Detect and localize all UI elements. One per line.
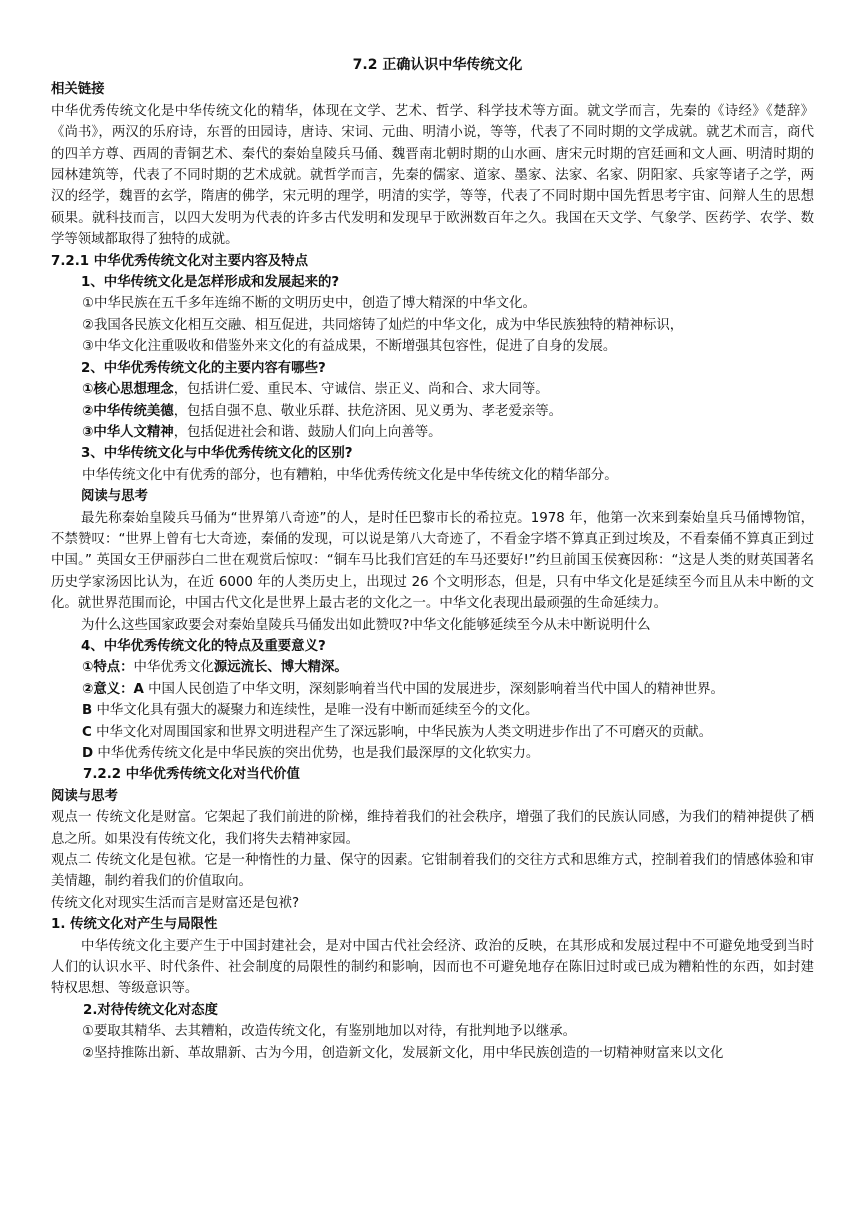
q2-item-lead: ②中华传统美德 (82, 403, 174, 419)
q4-trait-emphasis: 源远流长、博大精深。 (213, 660, 348, 676)
subheading-attitude: 2.对待传统文化对态度 (83, 1002, 218, 1018)
q4-meaning-text: 中国人民创造了中华文明，深刻影响着当代中国的发展进步，深刻影响着当代中国人的精神世界。 (143, 681, 724, 697)
q4-trait-text: 中华优秀文化 (133, 660, 214, 676)
q2-item-lead: ①核心思想理念 (82, 382, 174, 398)
question-2-heading: 2、中华优秀传统文化的主要内容有哪些? (81, 360, 326, 376)
question-3-heading: 3、中华传统文化与中华优秀传统文化的区别? (81, 446, 353, 462)
reading-heading-2: 阅读与思考 (51, 788, 118, 804)
q4-meaning-a (51, 679, 814, 700)
q4-meaning-text: 中华文化具有强大的凝聚力和连续性，是唯一没有中断而延续至今的文化。 (92, 703, 539, 719)
q4-meaning-c (51, 722, 814, 743)
viewpoint-1: 观点一 传统文化是财富。它架起了我们前进的阶梯，维持着我们的社会秩序，增强了我们的民族认同感，为我们的精神提供了栖息之所。如果没有传统文化，我们将失去精神家园。 (51, 810, 814, 847)
question-4-heading: 4、中华优秀传统文化的特点及重要意义? (81, 638, 326, 654)
q1-item: ③中华文化注重吸收和借鉴外来文化的有益成果，不断增强其包容性，促进了自身的发展。 (82, 339, 617, 355)
q2-item (51, 422, 814, 443)
q4-meaning-text: 中华优秀传统文化是中华民族的突出优势，也是我们最深厚的文化软实力。 (93, 746, 540, 761)
q4-trait-label: ①特点： (82, 660, 134, 676)
q2-item-text: ，包括促进社会和谐、鼓励人们向上向善等。 (173, 424, 442, 440)
section-heading-7-2-2: 7.2.2 中华优秀传统文化对当代价值 (83, 767, 300, 783)
subheading-origin-limitations: 1. 传统文化对产生与局限性 (51, 917, 218, 933)
q4-meaning-text: 中华文化对周围国家和世界文明进程产生了深远影响，中华民族为人类文明进步作出了不可磨灭的贡献。 (91, 724, 713, 740)
page-title: 7.2 正确认识中华传统文化 (352, 57, 523, 73)
q4-letter: A (133, 681, 144, 697)
q4-trait (51, 657, 814, 678)
reading-heading-1: 阅读与思考 (81, 489, 148, 505)
viewpoint-question: 传统文化对现实生活而言是财富还是包袱? (51, 895, 300, 911)
q2-item-text: ，包括自强不息、敬业乐群、扶危济困、见义勇为、孝老爱亲等。 (173, 403, 563, 419)
q4-letter: C (82, 724, 92, 740)
q4-meaning-d (51, 743, 814, 764)
q4-letter: D (82, 746, 94, 761)
section-heading-related: 相关链接 (51, 82, 105, 98)
attitude-item: ②坚持推陈出新、革故鼎新、古为今用，创造新文化，发展新文化，用中华民族创造的一切精神财富来以文化 (82, 1045, 724, 1061)
question-1-heading: 1、中华传统文化是怎样形成和发展起来的? (81, 275, 340, 291)
intro-paragraph: 中华优秀传统文化是中华传统文化的精华，体现在文学、艺术、哲学、科学技术等方面。就文学而言，先秦的《诗经》《楚辞》《尚书》，两汉的乐府诗，东晋的田园诗，唐诗、宋词、元曲、明清小说，等等，代表了不同时期的文学成就。就艺术而言，商代的四羊方尊、西周的青铜艺术、秦代的秦始皇陵兵马俑、魏晋南北朝时期的山水画、唐宋元时期的宫廷画和文人画、明清时期的园林建筑等，代表了不同时期的艺术成就。就哲学而言，先秦的儒家、道家、墨家、法家、名家、阴阳家、兵家等诸子之学，两汉的经学，魏晋的玄学，隋唐的佛学，宋元明的理学，明清的实学，等等，代表了不同时期中国先哲思考宇宙、问辩人生的思想硕果。就科技而言，以四大发明为代表的许多古代发明和发现早于欧洲数百年之久。我国在天文学、气象学、医药学、农学、数学等领域都取得了独特的成就。 (51, 103, 814, 248)
attitude-item: ①要取其精华、去其糟粕，改造传统文化，有鉴别地加以对待，有批判地予以继承。 (82, 1024, 577, 1040)
q3-answer: 中华传统文化中有优秀的部分，也有糟粕，中华优秀传统文化是中华传统文化的精华部分。 (82, 467, 618, 483)
q1-item: ①中华民族在五千多年连绵不断的文明历史中，创造了博大精深的中华文化。 (82, 296, 536, 312)
q1-item: ②我国各民族文化相互交融、相互促进，共同熔铸了灿烂的中华文化，成为中华民族独特的精神标识， (82, 317, 684, 333)
q4-letter: B (82, 703, 93, 719)
reading-passage-1: 最先称秦始皇陵兵马俑为“世界第八奇迹”的人，是时任巴黎市长的希拉克。1978 年，他第一次来到秦始皇兵马俑博物馆，不禁赞叹：“世界上曾有七大奇迹，秦俑的发现，可以说是第八大奇迹了，不看金字塔不算真正到过埃及，不看秦俑不算真正到过中国。” 英国女王伊丽莎白二世在观赏后惊叹：“铜车马比我们宫廷的车马还要好!”约旦前国玉侯赛因称：“这是人类的财英国著名历史学家汤因比认为，在近 6000 年的人类历史上，出现过 26 个文明形态，但是，只有中华文化是延续至今而且从未中断的文化。就世界范围而论，中国古代文化是世界上最古老的文化之一。中华文化表现出最顽强的生命延续力。 (51, 510, 814, 612)
q4-meaning-label: ②意义： (82, 681, 134, 697)
origin-limitations-text: 中华传统文化主要产生于中国封建社会，是对中国古代社会经济、政治的反映，在其形成和发展过程中不可避免地受到当时人们的认识水平、时代条件、社会制度的局限性的制约和影响，因而也不可避免地存在陈旧过时或已成为糟粕性的东西，如封建特权思想、等级意识等。 (51, 938, 814, 997)
reading-question-1: 为什么这些国家政要会对秦始皇陵兵马俑发出如此赞叹?中华文化能够延续至今从未中断说明什么 (81, 617, 651, 633)
q2-item-text: ，包括讲仁爱、重民本、守诚信、崇正义、尚和合、求大同等。 (173, 382, 549, 398)
viewpoint-2: 观点二 传统文化是包袱。它是一种惰性的力量、保守的因素。它钳制着我们的交往方式和思维方式，控制着我们的情感体验和审美情趣，制约着我们的价值取向。 (51, 853, 814, 890)
q2-item (51, 401, 814, 422)
q2-item (51, 379, 814, 400)
section-heading-7-2-1: 7.2.1 中华优秀传统文化对主要内容及特点 (51, 253, 309, 269)
q2-item-lead: ③中华人文精神 (82, 424, 174, 440)
q4-meaning-b (51, 700, 814, 721)
